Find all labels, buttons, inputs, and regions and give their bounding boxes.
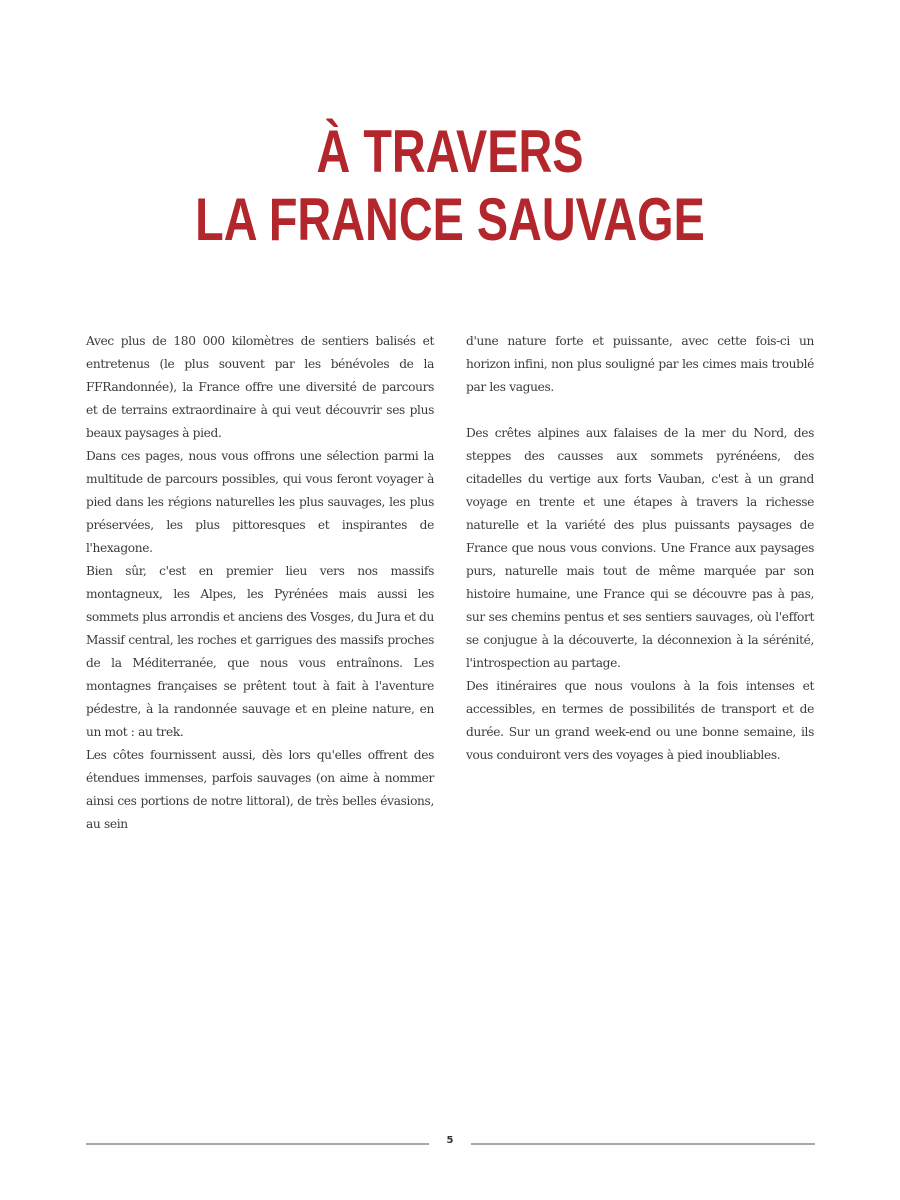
paragraph: Des itinéraires que nous voulons à la fois intenses et accessibles, en termes de possibilités de transport et de durée. Sur un grand week-end ou une bonne semaine, ils vous conduiront vers des voyages à pied inoubliables. xyxy=(466,679,814,762)
paragraph: d'une nature forte et puissante, avec cette fois-ci un horizon infini, non plus souligné par les cimes mais troublé par les vagues. xyxy=(466,334,814,394)
paragraph: Bien sûr, c'est en premier lieu vers nos massifs montagneux, les Alpes, les Pyrénées mais aussi les sommets plus arrondis et anciens des Vosges, du Jura et du Massif central, les roches et garrigues des massifs proches de la Méditerranée, que nous vous entraînons. Les montagnes françaises se prêtent tout à fait à l'aventure pédestre, à la randonnée sauvage et en pleine nature, en un mot : au trek. xyxy=(86,564,434,739)
page-number: 5 xyxy=(446,1135,454,1146)
page-title xyxy=(99,118,801,254)
title-line-1: À TRAVERS xyxy=(316,118,584,185)
footer-rule-left xyxy=(86,1143,429,1145)
paragraph: Les côtes fournissent aussi, dès lors qu'elles offrent des étendues immenses, parfois sauvages (on aime à nommer ainsi ces portions de notre littoral), de très belles évasions, au sein xyxy=(86,748,434,831)
left-column xyxy=(86,330,434,836)
footer-rule-right xyxy=(471,1143,815,1145)
right-column xyxy=(466,330,814,767)
paragraph: Dans ces pages, nous vous offrons une sélection parmi la multitude de parcours possibles, qui vous feront voyager à pied dans les régions naturelles les plus sauvages, les plus préservées, les plus pittoresques et inspirantes de l'hexagone. xyxy=(86,449,434,555)
paragraph: Des crêtes alpines aux falaises de la mer du Nord, des steppes des causses aux sommets pyrénéens, des citadelles du vertige aux forts Vauban, c'est à un grand voyage en trente et une étapes à travers la richesse naturelle et la variété des plus puissants paysages de France que nous vous convions. Une France aux paysages purs, naturelle mais tout de même marquée par son histoire humaine, une France qui se découvre pas à pas, sur ses chemins pentus et ses sentiers sauvages, où l'effort se conjugue à la découverte, la déconnexion à la sérénité, l'introspection au partage. xyxy=(466,426,814,670)
paragraph: Avec plus de 180 000 kilomètres de sentiers balisés et entretenus (le plus souvent par les bénévoles de la FFRandonnée), la France offre une diversité de parcours et de terrains extraordinaire à qui veut découvrir ses plus beaux paysages à pied. xyxy=(86,334,434,440)
title-line-2: LA FRANCE SAUVAGE xyxy=(195,186,705,253)
